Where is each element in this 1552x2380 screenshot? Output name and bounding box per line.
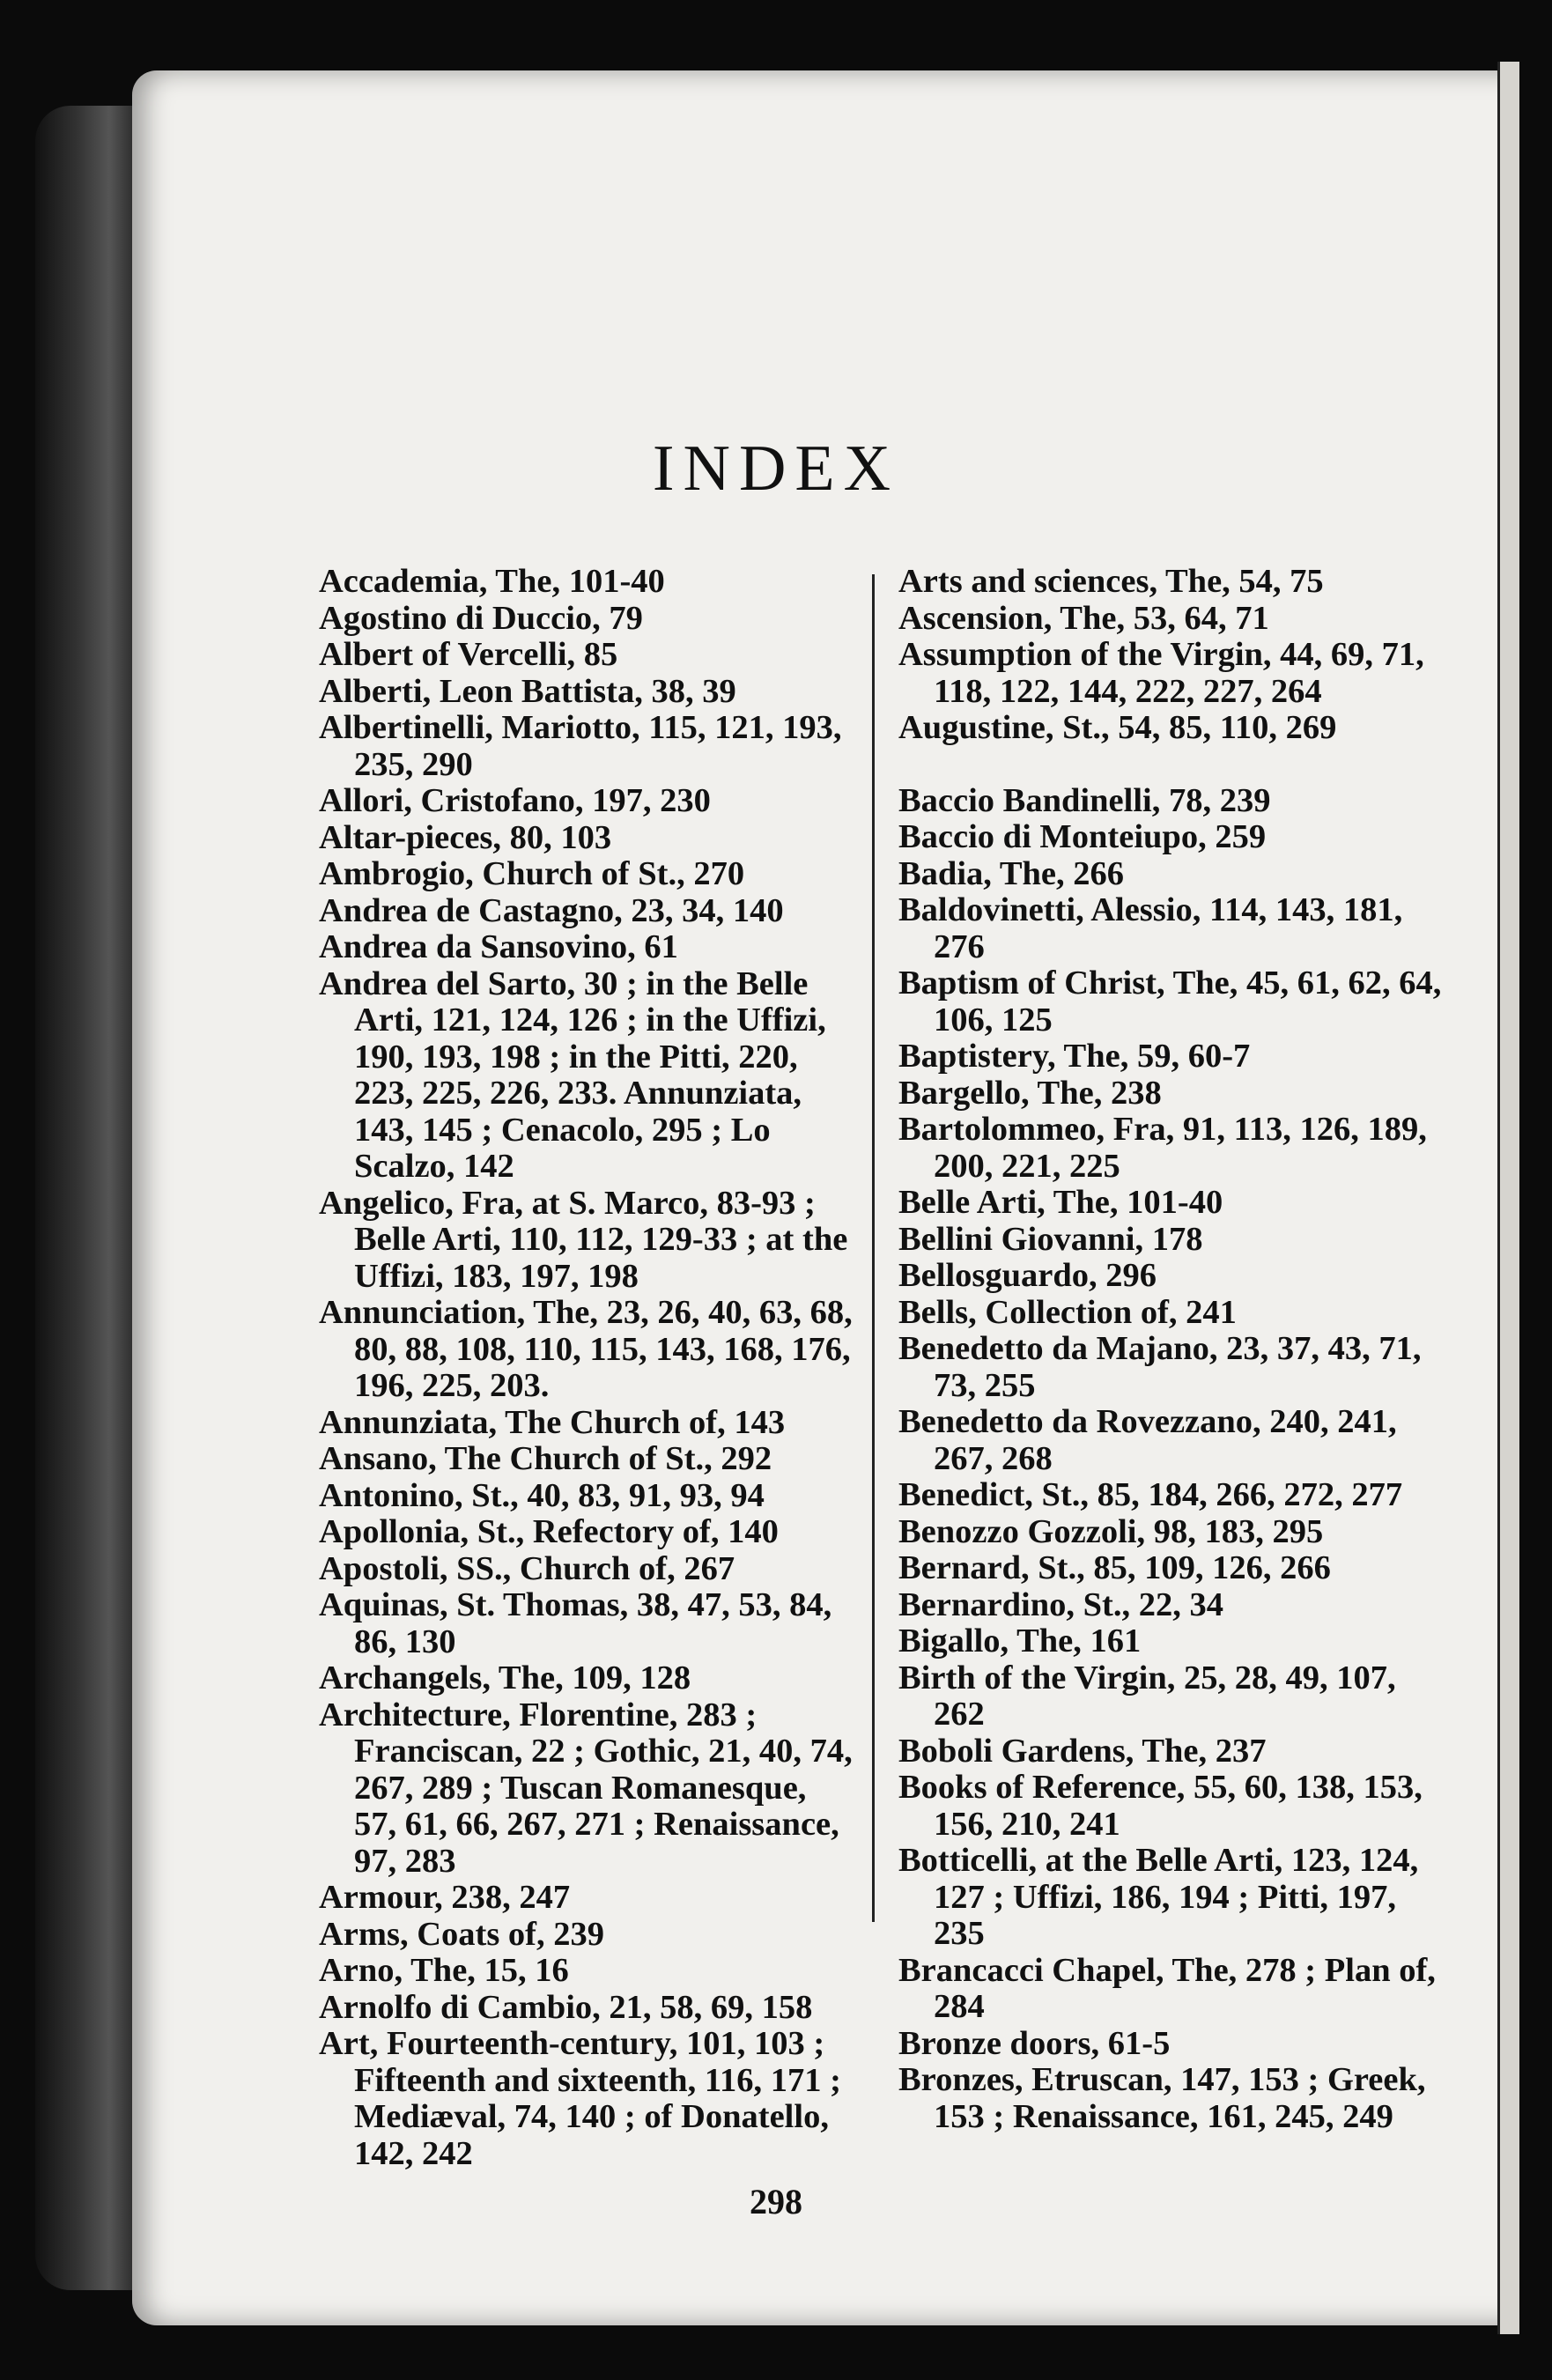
index-entry: Bellosguardo, 296 — [898, 1257, 1157, 1294]
index-entry: Arms, Coats of, 239 — [319, 1915, 604, 1953]
index-entry: Art, Fourteenth-century, 101, 103 ; Fifteenth and sixteenth, 116, 171 ; Mediæval, 74, 140 ; of Donatello, 142, 242 — [319, 2025, 841, 2172]
index-entry: Bronze doors, 61-5 — [898, 2024, 1171, 2062]
column-divider — [872, 574, 875, 1922]
index-entry: Baldovinetti, Alessio, 114, 143, 181, 276 — [898, 891, 1403, 965]
index-entry: Allori, Cristofano, 197, 230 — [319, 782, 711, 819]
index-entry: Archangels, The, 109, 128 — [319, 1659, 691, 1696]
index-entry: Benozzo Gozzoli, 98, 183, 295 — [898, 1512, 1324, 1550]
index-entry: Badia, The, 266 — [898, 854, 1125, 892]
index-entry: Annunciation, The, 23, 26, 40, 63, 68, 80, 88, 108, 110, 115, 143, 168, 176, 196, 225, 203. — [319, 1294, 853, 1404]
page-title: INDEX — [652, 432, 900, 505]
index-entry: Armour, 238, 247 — [319, 1879, 571, 1916]
index-entry: Architecture, Florentine, 283 ; Franciscan, 22 ; Gothic, 21, 40, 74, 267, 289 ; Tuscan Romanesque, 57, 61, 66, 267, 271 ; Renaissance, 97, 283 — [319, 1696, 853, 1880]
index-entry: Bernardino, St., 22, 34 — [898, 1585, 1223, 1623]
index-entry: Benedetto da Majano, 23, 37, 43, 71, 73, 255 — [898, 1330, 1422, 1404]
index-entry: Arts and sciences, The, 54, 75 — [898, 563, 1324, 600]
index-entry: Ambrogio, Church of St., 270 — [319, 855, 745, 892]
index-entry: Bellini Giovanni, 178 — [898, 1220, 1203, 1258]
index-entry: Birth of the Virgin, 25, 28, 49, 107, 262 — [898, 1659, 1396, 1733]
index-entry: Albert of Vercelli, 85 — [319, 636, 618, 673]
index-entry: Bigallo, The, 161 — [898, 1622, 1142, 1659]
index-entry: Apostoli, SS., Church of, 267 — [319, 1549, 735, 1587]
page-edge — [1497, 62, 1519, 2334]
index-column-right — [898, 564, 1445, 2135]
index-entry: Albertinelli, Mariotto, 115, 121, 193, 235, 290 — [319, 709, 842, 783]
index-entry: Benedetto da Rovezzano, 240, 241, 267, 268 — [898, 1403, 1397, 1477]
index-entry: Arno, The, 15, 16 — [319, 1952, 569, 1989]
index-entry: Baccio Bandinelli, 78, 239 — [898, 781, 1271, 819]
index-entry: Bargello, The, 238 — [898, 1074, 1162, 1112]
index-entry: Augustine, St., 54, 85, 110, 269 — [898, 709, 1337, 746]
index-entry: Alberti, Leon Battista, 38, 39 — [319, 672, 736, 710]
index-entry: Baptism of Christ, The, 45, 61, 62, 64, 106, 125 — [898, 965, 1442, 1038]
index-entry: Baccio di Monteiupo, 259 — [898, 818, 1267, 855]
index-entry: Antonino, St., 40, 83, 91, 93, 94 — [319, 1476, 765, 1514]
index-entry: Aquinas, St. Thomas, 38, 47, 53, 84, 86, 130 — [319, 1586, 832, 1660]
index-entry: Altar-pieces, 80, 103 — [319, 818, 612, 856]
index-entry: Bells, Collection of, 241 — [898, 1293, 1237, 1331]
index-entry: Botticelli, at the Belle Arti, 123, 124, 127 ; Uffizi, 186, 194 ; Pitti, 197, 235 — [898, 1842, 1419, 1952]
index-entry: Accademia, The, 101-40 — [319, 563, 665, 600]
index-entry: Books of Reference, 55, 60, 138, 153, 156, 210, 241 — [898, 1769, 1423, 1843]
index-entry: Ansano, The Church of St., 292 — [319, 1440, 772, 1477]
index-entry: Andrea de Castagno, 23, 34, 140 — [319, 891, 784, 929]
index-entry: Baptistery, The, 59, 60-7 — [898, 1038, 1251, 1075]
index-entry: Bernard, St., 85, 109, 126, 266 — [898, 1549, 1331, 1586]
index-entry: Apollonia, St., Refectory of, 140 — [319, 1513, 779, 1550]
index-column-left — [319, 564, 856, 2172]
index-entry: Benedict, St., 85, 184, 266, 272, 277 — [898, 1476, 1403, 1513]
index-entry: Bartolommeo, Fra, 91, 113, 126, 189, 200, 221, 225 — [898, 1111, 1427, 1185]
index-entry: Angelico, Fra, at S. Marco, 83-93 ; Belle Arti, 110, 112, 129-33 ; at the Uffizi, 183, 197, 198 — [319, 1184, 848, 1295]
index-entry: Andrea del Sarto, 30 ; in the Belle Arti, 121, 124, 126 ; in the Uffizi, 190, 193, 198 ; in the Pitti, 220, 223, 225, 226, 233. Annunziata, 143, 145 ; Cenacolo, 295 ; Lo Scalzo, 142 — [319, 965, 826, 1185]
index-entry: Belle Arti, The, 101-40 — [898, 1184, 1223, 1221]
index-entry: Annunziata, The Church of, 143 — [319, 1403, 786, 1441]
index-entry: Arnolfo di Cambio, 21, 58, 69, 158 — [319, 1988, 813, 2026]
index-entry: Brancacci Chapel, The, 278 ; Plan of, 284 — [898, 1951, 1436, 2025]
index-entry: Bronzes, Etruscan, 147, 153 ; Greek, 153 ; Renaissance, 161, 245, 249 — [898, 2061, 1426, 2135]
index-entry: Agostino di Duccio, 79 — [319, 599, 643, 637]
index-entry: Boboli Gardens, The, 237 — [898, 1732, 1267, 1770]
index-entry: Ascension, The, 53, 64, 71 — [898, 599, 1269, 637]
page-number: 298 — [750, 2182, 802, 2221]
index-entry: Assumption of the Virgin, 44, 69, 71, 118, 122, 144, 222, 227, 264 — [898, 636, 1424, 710]
index-entry: Andrea da Sansovino, 61 — [319, 928, 678, 965]
